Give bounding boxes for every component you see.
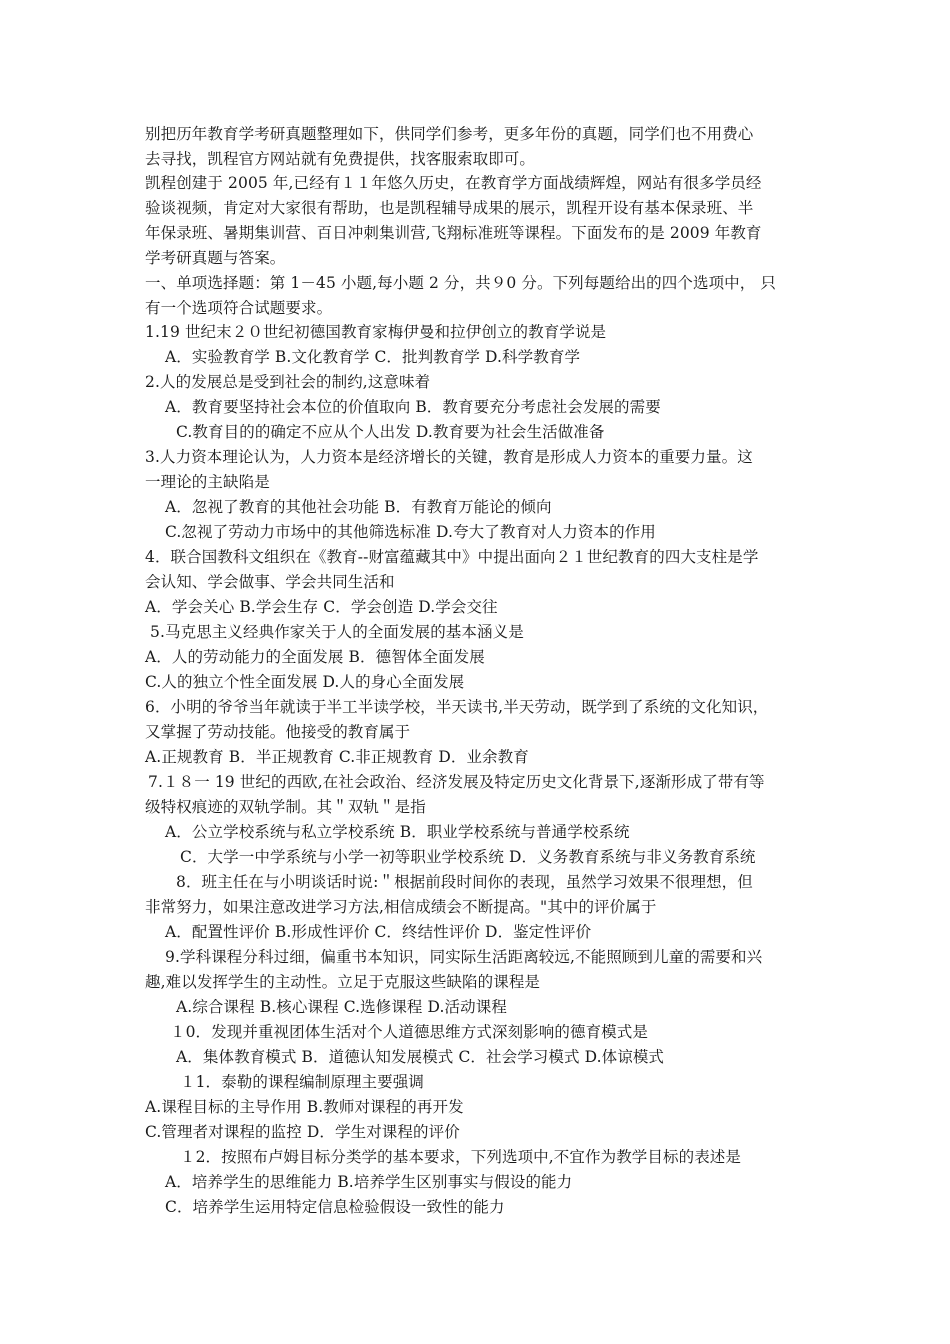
question-stem: 1.19 世纪末２０世纪初德国教育家梅伊曼和拉伊创立的教育学说是 [145, 323, 607, 341]
question-stem: 8．班主任在与小明谈话时说:＂根据前段时间你的表现，虽然学习效果不很理想，但 [176, 873, 753, 891]
answer-options: C.教育目的的确定不应从个人出发 D.教育要为社会生活做准备 [176, 423, 605, 441]
question-stem: １1．泰勒的课程编制原理主要强调 [180, 1073, 424, 1091]
question-stem: 5.马克思主义经典作家关于人的全面发展的基本涵义是 [150, 623, 524, 641]
answer-options: A．集体教育模式 B．道德认知发展模式 C．社会学习模式 D.体谅模式 [176, 1048, 665, 1066]
answer-options: A．忽视了教育的其他社会功能 B．有教育万能论的倾向 [165, 498, 552, 516]
answer-options: A．人的劳动能力的全面发展 B．德智体全面发展 [145, 648, 485, 666]
question-stem: 6．小明的爷爷当年就读于半工半读学校，半天读书,半天劳动，既学到了系统的文化知识， [145, 698, 769, 716]
question-stem: １0．发现并重视团体生活对个人道德思维方式深刻影响的德育模式是 [170, 1023, 648, 1041]
question-stem: 7.１８一 19 世纪的西欧,在社会政治、经济发展及特定历史文化背景下,逐渐形成了带有等 [148, 773, 765, 791]
answer-options: A．学会关心 B.学会生存 C．学会创造 D.学会交往 [145, 598, 498, 616]
answer-options: A．公立学校系统与私立学校系统 B．职业学校系统与普通学校系统 [165, 823, 630, 841]
text-line: 去寻找，凯程官方网站就有免费提供，找客服索取即可。 [145, 150, 536, 168]
question-stem: 趣,难以发挥学生的主动性。立足于克服这些缺陷的课程是 [145, 973, 541, 991]
text-line: 验谈视频，肯定对大家很有帮助，也是凯程辅导成果的展示，凯程开设有基本保录班、半 [145, 199, 754, 217]
answer-options: A.正规教育 B．半正规教育 C.非正规教育 D．业余教育 [145, 748, 529, 766]
text-line: 有一个选项符合试题要求。 [145, 299, 333, 317]
text-line: 一、单项选择题：第 1－45 小题,每小题 2 分，共９0 分。下列每题给出的四个选项中， 只 [145, 274, 776, 292]
question-stem: 一理论的主缺陷是 [145, 473, 270, 491]
question-stem: 4．联合国教科文组织在《教育--财富蕴藏其中》中提出面向２１世纪教育的四大支柱是学 [145, 548, 759, 566]
question-stem: 3.人力资本理论认为，人力资本是经济增长的关键，教育是形成人力资本的重要力量。这 [145, 448, 753, 466]
answer-options: A.综合课程 B.核心课程 C.选修课程 D.活动课程 [176, 998, 507, 1016]
question-stem: 级特权痕迹的双轨学制。其＂双轨＂是指 [145, 798, 426, 816]
answer-options: C．大学一中学系统与小学一初等职业学校系统 D．义务教育系统与非义务教育系统 [180, 848, 756, 866]
answer-options: C.人的独立个性全面发展 D.人的身心全面发展 [145, 673, 465, 691]
text-line: 年保录班、暑期集训营、百日冲刺集训营,飞翔标准班等课程。下面发布的是 2009 年教育 [145, 224, 762, 242]
question-stem: 2.人的发展总是受到社会的制约,这意味着 [145, 373, 431, 391]
question-stem: １2．按照布卢姆目标分类学的基本要求，下列选项中,不宜作为教学目标的表述是 [180, 1148, 741, 1166]
answer-options: A．培养学生的思维能力 B.培养学生区别事实与假设的能力 [165, 1173, 573, 1191]
answer-options: C．培养学生运用特定信息检验假设一致性的能力 [165, 1198, 505, 1216]
text-line: 凯程创建于 2005 年,已经有１１年悠久历史，在教育学方面战绩辉煌，网站有很多学员经 [145, 174, 762, 192]
answer-options: A．教育要坚持社会本位的价值取向 B．教育要充分考虑社会发展的需要 [165, 398, 661, 416]
text-line: 别把历年教育学考研真题整理如下，供同学们参考，更多年份的真题，同学们也不用费心 [145, 125, 754, 143]
answer-options: A．配置性评价 B.形成性评价 C．终结性评价 D．鉴定性评价 [165, 923, 592, 941]
text-line: 学考研真题与答案。 [145, 249, 286, 267]
answer-options: C.管理者对课程的监控 D．学生对课程的评价 [145, 1123, 460, 1141]
answer-options: A.课程目标的主导作用 B.教师对课程的再开发 [145, 1098, 464, 1116]
answer-options: A．实验教育学 B.文化教育学 C．批判教育学 D.科学教育学 [165, 348, 581, 366]
question-stem: 会认知、学会做事、学会共同生活和 [145, 573, 395, 591]
answer-options: C.忽视了劳动力市场中的其他筛选标准 D.夸大了教育对人力资本的作用 [165, 523, 656, 541]
question-stem: 9.学科课程分科过细，偏重书本知识，同实际生活距离较远,不能照顾到儿童的需要和兴 [165, 948, 763, 966]
question-stem: 又掌握了劳动技能。他接受的教育属于 [145, 723, 411, 741]
question-stem: 非常努力，如果注意改进学习方法,相信成绩会不断提高。"其中的评价属于 [145, 898, 657, 916]
